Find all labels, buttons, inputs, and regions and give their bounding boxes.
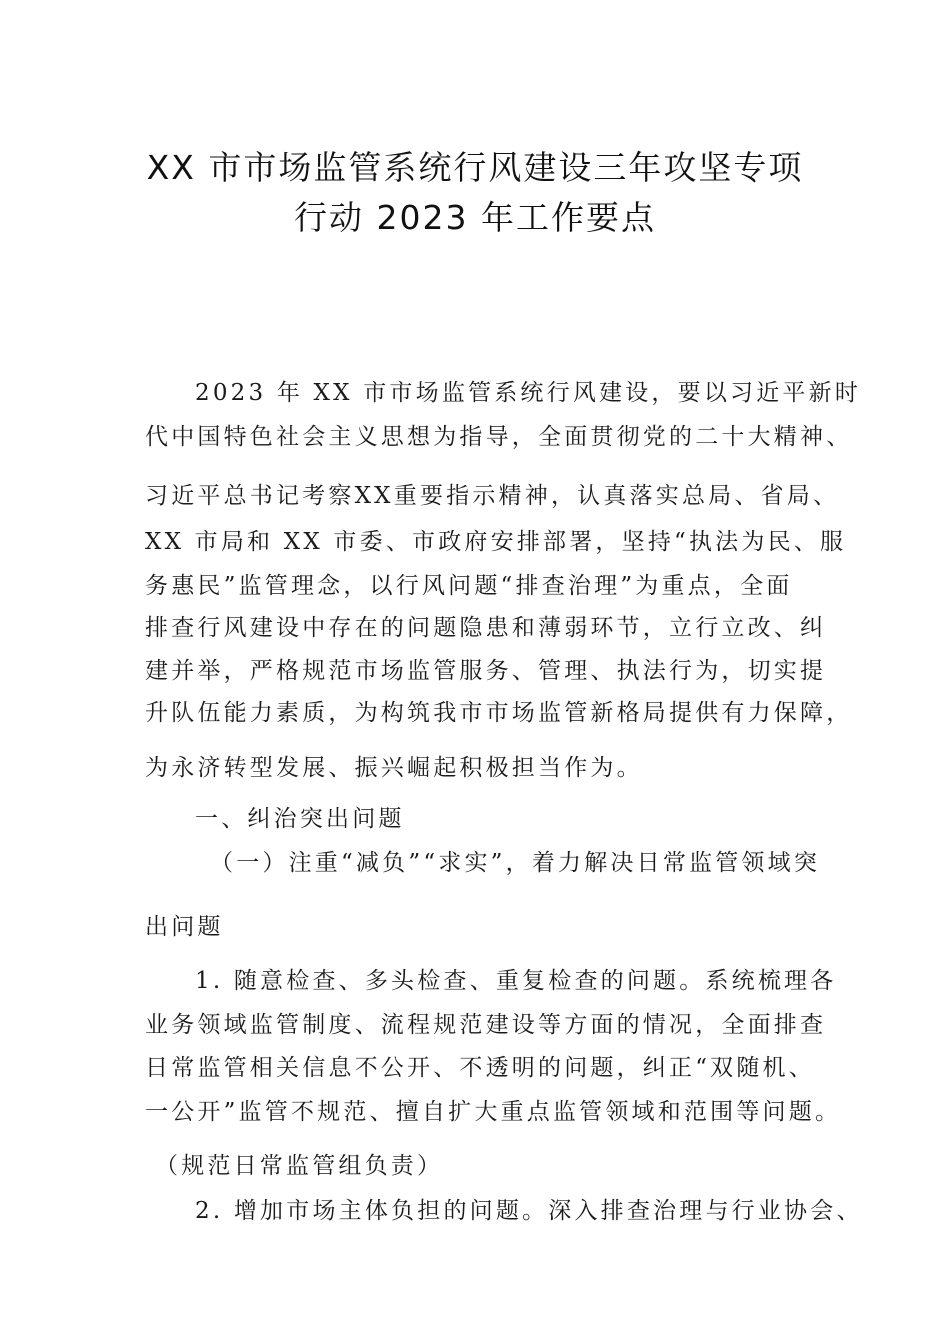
item-1-line-3: 日常监管相关信息不公开、不透明的问题，纠正“双随机、 [145,1055,815,1081]
body-line-8: 升队伍能力素质，为构筑我市市场监管新格局提供有力保障， [145,700,853,726]
body-line-2: 代中国特色社会主义思想为指导，全面贯彻党的二十大精神、 [145,424,853,450]
item-1-responsible: （规范日常监管组负责） [155,1153,444,1179]
item-1-line-4: 一公开”监管不规范、擅自扩大重点监管领域和范围等问题。 [145,1099,842,1125]
item-2-line-1: 2. 增加市场主体负担的问题。深入排查治理与行业协会、 [195,1198,863,1224]
subsection-heading-1-line-2: 出问题 [145,914,224,940]
body-line-1: 2023 年 XX 市市场监管系统行风建设，要以习近平新时 [195,380,862,406]
subsection-heading-1-line-1: （一）注重“减负”“求实”，着力解决日常监管领域突 [210,850,821,876]
body-line-3: 习近平总书记考察XX重要指示精神，认真落实总局、省局、 [145,483,840,509]
item-1-line-2: 业务领域监管制度、流程规范建设等方面的情况，全面排查 [145,1012,827,1038]
body-line-9: 为永济转型发展、振兴崛起积极担当作为。 [145,755,643,781]
body-line-7: 建并举，严格规范市场监管服务、管理、执法行为，切实提 [145,658,827,684]
body-line-5: 务惠民”监管理念，以行风问题“排查治理”为重点，全面 [145,573,793,599]
document-title-line-2: 行动 2023 年工作要点 [294,198,656,237]
body-line-6: 排查行风建设中存在的问题隐患和薄弱环节，立行立改、纠 [145,615,827,641]
item-1-line-1: 1. 随意检查、多头检查、重复检查的问题。系统梳理各 [195,968,837,994]
document-title-line-1: XX 市市场监管系统行风建设三年攻坚专项 [146,148,804,187]
section-heading-1: 一、纠治突出问题 [195,806,405,832]
body-line-4: XX 市局和 XX 市委、市政府安排部署，坚持“执法为民、服 [145,529,847,555]
